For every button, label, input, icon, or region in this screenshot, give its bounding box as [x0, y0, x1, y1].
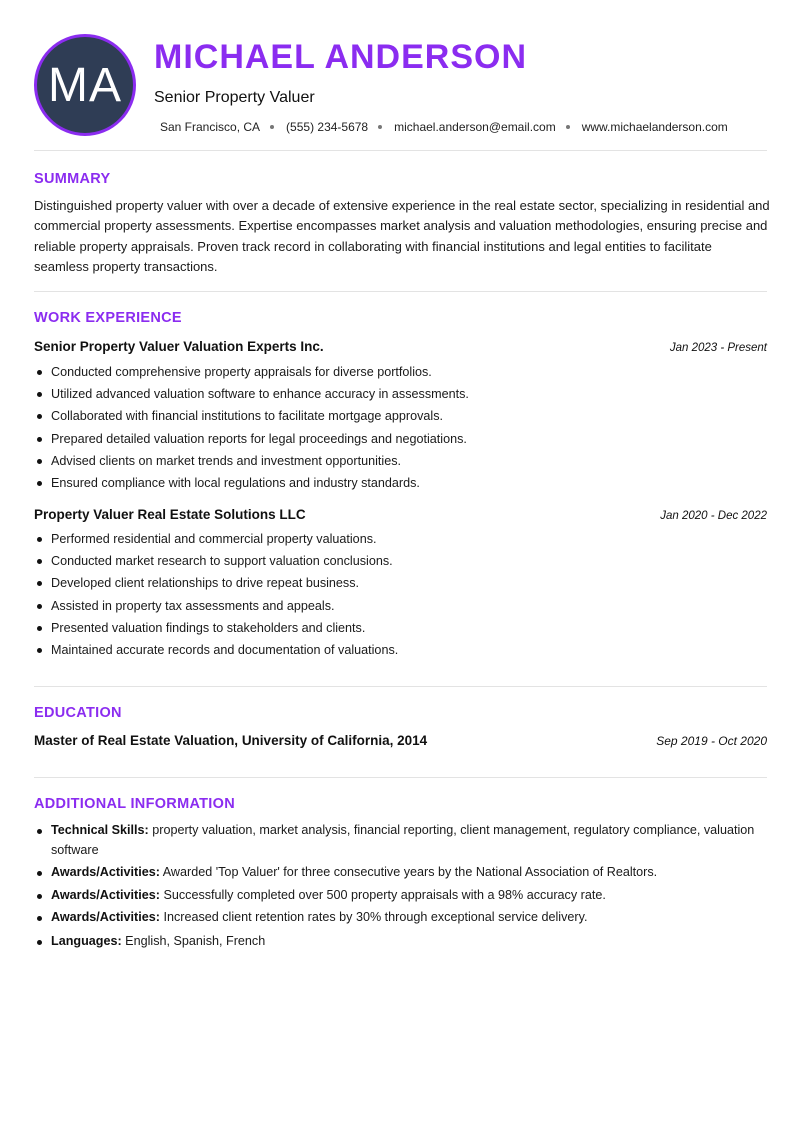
contact-bar — [160, 120, 728, 134]
job-header — [34, 507, 767, 522]
list-item: Ensured compliance with local regulations and industry standards. — [34, 472, 767, 494]
education-dates: Sep 2019 - Oct 2020 — [656, 734, 767, 748]
avatar — [34, 34, 136, 136]
list-item: Advised clients on market trends and investment opportunities. — [34, 450, 767, 472]
job-dates: Jan 2023 - Present — [669, 342, 767, 354]
job-role: Senior Property Valuer Valuation Experts Inc. — [34, 339, 324, 354]
list-item — [34, 932, 767, 952]
contact-website[interactable]: www.michaelanderson.com — [581, 120, 728, 134]
info-text: Successfully completed over 500 property appraisals with a 98% accuracy rate. — [159, 887, 606, 902]
summary-text: Distinguished property valuer with over a decade of extensive experience in the real estate sector, specializing in residential and commercial property assessments. Expertise encompasses market analysis and valuation methodologies, ensuring precise and reliable property appraisals. Proven track record in collaborating with financial institutions and legal entities to facilitate seamless property transactions. — [34, 198, 770, 274]
list-item: Maintained accurate records and documentation of valuations. — [34, 639, 767, 661]
list-item — [34, 908, 767, 928]
list-item: Developed client relationships to drive repeat business. — [34, 572, 767, 594]
info-label: Awards/Activities: — [51, 887, 160, 902]
info-text: property valuation, market analysis, financial reporting, client management, regulatory compliance, valuation software — [51, 823, 755, 857]
section-divider — [34, 777, 767, 778]
list-item: Utilized advanced valuation software to enhance accuracy in assessments. — [34, 383, 767, 405]
contact-email[interactable]: michael.anderson@email.com — [394, 120, 556, 134]
list-item: Conducted comprehensive property appraisals for diverse portfolios. — [34, 361, 767, 383]
section-divider — [34, 150, 767, 151]
info-text: Awarded 'Top Valuer' for three consecutive years by the National Association of Realtors. — [159, 865, 658, 879]
experience-heading: WORK EXPERIENCE — [34, 310, 182, 326]
list-item: Prepared detailed valuation reports for legal proceedings and negotiations. — [34, 428, 767, 450]
job-bullet-list — [34, 528, 767, 661]
contact-separator — [270, 125, 274, 129]
info-text: Increased client retention rates by 30% through exceptional service delivery. — [159, 910, 588, 924]
info-label: Technical Skills: — [51, 823, 149, 837]
job-role: Property Valuer Real Estate Solutions LLC — [34, 507, 306, 522]
list-item: Performed residential and commercial property valuations. — [34, 528, 767, 550]
job-header — [34, 339, 767, 354]
contact-separator — [566, 125, 570, 129]
job-bullet-list — [34, 361, 767, 494]
education-degree: Master of Real Estate Valuation, University of California, 2014 — [34, 733, 428, 748]
list-item: Assisted in property tax assessments and appeals. — [34, 595, 767, 617]
info-text: English, Spanish, French — [121, 933, 266, 948]
education-entry — [34, 733, 767, 748]
job-dates: Jan 2020 - Dec 2022 — [660, 510, 767, 522]
info-label: Languages: — [51, 933, 122, 948]
info-label: Awards/Activities: — [51, 910, 160, 924]
additional-heading: ADDITIONAL INFORMATION — [34, 796, 235, 812]
additional-info-list — [34, 821, 767, 954]
list-item — [34, 886, 767, 906]
candidate-title: Senior Property Valuer — [154, 89, 315, 106]
education-heading: EDUCATION — [34, 705, 122, 721]
summary-heading: SUMMARY — [34, 171, 111, 187]
info-label: Awards/Activities: — [51, 865, 160, 879]
contact-location: San Francisco, CA — [160, 120, 261, 134]
list-item: Conducted market research to support valuation conclusions. — [34, 550, 767, 572]
list-item — [34, 821, 767, 860]
candidate-name: MICHAEL ANDERSON — [154, 38, 528, 76]
list-item — [34, 863, 767, 883]
section-divider — [34, 686, 767, 687]
contact-separator — [378, 125, 382, 129]
list-item: Collaborated with financial institutions to facilitate mortgage approvals. — [34, 405, 767, 427]
section-divider — [34, 291, 767, 292]
list-item: Presented valuation findings to stakeholders and clients. — [34, 617, 767, 639]
contact-phone[interactable]: (555) 234-5678 — [286, 120, 369, 134]
avatar-initials: MA — [48, 58, 122, 112]
